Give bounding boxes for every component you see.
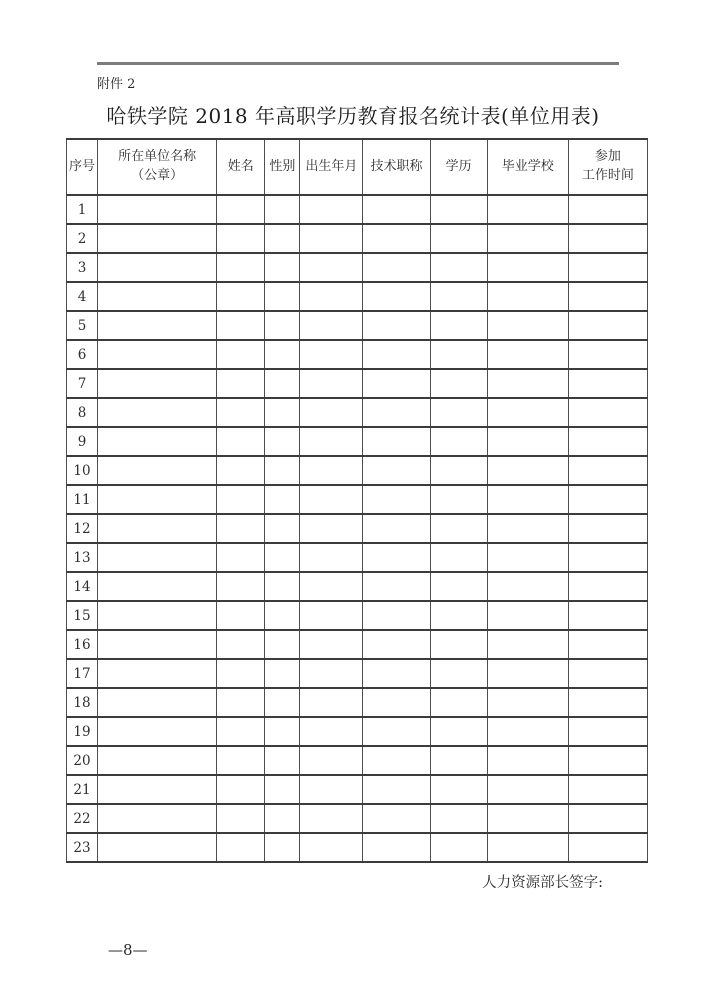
row-number: 4 (67, 282, 98, 311)
empty-cell-xueli (430, 514, 487, 543)
empty-cell-danwei (98, 282, 217, 311)
row-number: 7 (67, 369, 98, 398)
empty-cell-xingbie (265, 224, 300, 253)
col-header-xueli: 学历 (430, 139, 487, 195)
empty-cell-gongzuo (568, 282, 647, 311)
empty-cell-xueli (430, 572, 487, 601)
empty-cell-gongzuo (568, 253, 647, 282)
empty-cell-xuexiao (487, 543, 568, 572)
col-header-danwei: 所在单位名称 （公章） (98, 139, 217, 195)
empty-cell-danwei (98, 775, 217, 804)
row-number: 8 (67, 398, 98, 427)
empty-cell-chusheng (300, 456, 363, 485)
table-row (67, 688, 648, 717)
empty-cell-xingming (217, 601, 265, 630)
attachment-label: 附件 2 (97, 77, 136, 92)
empty-cell-xueli (430, 833, 487, 862)
table-row (67, 398, 648, 427)
empty-cell-gongzuo (568, 659, 647, 688)
empty-cell-xingming (217, 485, 265, 514)
empty-cell-gongzuo (568, 717, 647, 746)
empty-cell-xueli (430, 659, 487, 688)
row-number: 10 (67, 456, 98, 485)
empty-cell-gongzuo (568, 543, 647, 572)
page-number: —8— (108, 941, 148, 959)
table-row (67, 311, 648, 340)
empty-cell-danwei (98, 833, 217, 862)
empty-cell-xingming (217, 717, 265, 746)
empty-cell-gongzuo (568, 601, 647, 630)
empty-cell-zhicheng (363, 601, 430, 630)
empty-cell-gongzuo (568, 775, 647, 804)
empty-cell-zhicheng (363, 282, 430, 311)
row-number: 20 (67, 746, 98, 775)
empty-cell-xuexiao (487, 253, 568, 282)
empty-cell-xingming (217, 543, 265, 572)
table-row (67, 746, 648, 775)
empty-cell-zhicheng (363, 804, 430, 833)
empty-cell-gongzuo (568, 369, 647, 398)
empty-cell-xueli (430, 340, 487, 369)
empty-cell-xueli (430, 369, 487, 398)
empty-cell-xuexiao (487, 601, 568, 630)
empty-cell-gongzuo (568, 630, 647, 659)
empty-cell-xueli (430, 253, 487, 282)
empty-cell-xingbie (265, 456, 300, 485)
empty-cell-zhicheng (363, 688, 430, 717)
empty-cell-xingming (217, 659, 265, 688)
empty-cell-xingbie (265, 833, 300, 862)
row-number: 1 (67, 195, 98, 224)
table-row (67, 775, 648, 804)
empty-cell-xuexiao (487, 369, 568, 398)
empty-cell-xingming (217, 195, 265, 224)
empty-cell-xueli (430, 775, 487, 804)
empty-cell-danwei (98, 340, 217, 369)
empty-cell-xingming (217, 775, 265, 804)
empty-cell-danwei (98, 717, 217, 746)
empty-cell-xuexiao (487, 398, 568, 427)
empty-cell-xuexiao (487, 572, 568, 601)
empty-cell-xingbie (265, 717, 300, 746)
empty-cell-chusheng (300, 282, 363, 311)
empty-cell-danwei (98, 253, 217, 282)
row-number: 2 (67, 224, 98, 253)
empty-cell-danwei (98, 804, 217, 833)
empty-cell-gongzuo (568, 398, 647, 427)
empty-cell-danwei (98, 514, 217, 543)
empty-cell-danwei (98, 369, 217, 398)
table-row (67, 195, 648, 224)
empty-cell-xueli (430, 282, 487, 311)
empty-cell-xingbie (265, 398, 300, 427)
empty-cell-xingming (217, 311, 265, 340)
col-header-chusheng: 出生年月 (300, 139, 363, 195)
empty-cell-danwei (98, 688, 217, 717)
empty-cell-chusheng (300, 369, 363, 398)
row-number: 15 (67, 601, 98, 630)
empty-cell-gongzuo (568, 311, 647, 340)
table-row (67, 253, 648, 282)
table-row (67, 717, 648, 746)
page-title: 哈铁学院 2018 年高职学历教育报名统计表(单位用表) (106, 104, 600, 128)
row-number: 19 (67, 717, 98, 746)
row-number: 12 (67, 514, 98, 543)
empty-cell-zhicheng (363, 427, 430, 456)
empty-cell-xuexiao (487, 340, 568, 369)
empty-cell-danwei (98, 746, 217, 775)
empty-cell-xingming (217, 688, 265, 717)
empty-cell-zhicheng (363, 340, 430, 369)
empty-cell-xuexiao (487, 282, 568, 311)
table-row (67, 456, 648, 485)
empty-cell-zhicheng (363, 775, 430, 804)
empty-cell-gongzuo (568, 688, 647, 717)
table-row (67, 282, 648, 311)
empty-cell-chusheng (300, 195, 363, 224)
empty-cell-xingbie (265, 340, 300, 369)
table-row (67, 630, 648, 659)
empty-cell-xingming (217, 427, 265, 456)
empty-cell-danwei (98, 601, 217, 630)
row-number: 23 (67, 833, 98, 862)
table-row (67, 543, 648, 572)
empty-cell-xingming (217, 398, 265, 427)
empty-cell-xingbie (265, 514, 300, 543)
empty-cell-chusheng (300, 688, 363, 717)
empty-cell-xuexiao (487, 485, 568, 514)
row-number: 18 (67, 688, 98, 717)
table-row (67, 224, 648, 253)
table-row (67, 833, 648, 862)
empty-cell-danwei (98, 456, 217, 485)
table-row (67, 427, 648, 456)
empty-cell-xingbie (265, 572, 300, 601)
empty-cell-xuexiao (487, 514, 568, 543)
empty-cell-xingbie (265, 369, 300, 398)
empty-cell-xueli (430, 630, 487, 659)
col-header-gongzuo: 参加 工作时间 (568, 139, 647, 195)
empty-cell-danwei (98, 311, 217, 340)
empty-cell-chusheng (300, 659, 363, 688)
table-row (67, 572, 648, 601)
empty-cell-zhicheng (363, 311, 430, 340)
empty-cell-gongzuo (568, 572, 647, 601)
empty-cell-xingbie (265, 543, 300, 572)
empty-cell-xingming (217, 224, 265, 253)
row-number: 13 (67, 543, 98, 572)
empty-cell-xingming (217, 340, 265, 369)
col-header-xingming: 姓名 (217, 139, 265, 195)
empty-cell-xingbie (265, 630, 300, 659)
empty-cell-xueli (430, 456, 487, 485)
empty-cell-xueli (430, 195, 487, 224)
empty-cell-xingbie (265, 746, 300, 775)
empty-cell-zhicheng (363, 398, 430, 427)
empty-cell-gongzuo (568, 485, 647, 514)
empty-cell-xingbie (265, 282, 300, 311)
empty-cell-xingbie (265, 601, 300, 630)
empty-cell-zhicheng (363, 543, 430, 572)
empty-cell-danwei (98, 572, 217, 601)
empty-cell-xueli (430, 688, 487, 717)
empty-cell-chusheng (300, 340, 363, 369)
empty-cell-xueli (430, 311, 487, 340)
empty-cell-zhicheng (363, 369, 430, 398)
row-number: 22 (67, 804, 98, 833)
empty-cell-chusheng (300, 601, 363, 630)
empty-cell-xueli (430, 427, 487, 456)
row-number: 6 (67, 340, 98, 369)
registration-table (66, 138, 648, 863)
empty-cell-chusheng (300, 514, 363, 543)
empty-cell-danwei (98, 398, 217, 427)
col-header-xingbie: 性别 (265, 139, 300, 195)
table-row (67, 514, 648, 543)
row-number: 14 (67, 572, 98, 601)
empty-cell-xuexiao (487, 688, 568, 717)
empty-cell-xueli (430, 746, 487, 775)
empty-cell-zhicheng (363, 717, 430, 746)
empty-cell-chusheng (300, 253, 363, 282)
row-number: 16 (67, 630, 98, 659)
empty-cell-zhicheng (363, 253, 430, 282)
empty-cell-danwei (98, 195, 217, 224)
row-number: 9 (67, 427, 98, 456)
empty-cell-xuexiao (487, 195, 568, 224)
empty-cell-gongzuo (568, 746, 647, 775)
empty-cell-danwei (98, 427, 217, 456)
empty-cell-xuexiao (487, 311, 568, 340)
empty-cell-xueli (430, 804, 487, 833)
empty-cell-xingming (217, 746, 265, 775)
empty-cell-chusheng (300, 775, 363, 804)
empty-cell-xingming (217, 572, 265, 601)
empty-cell-gongzuo (568, 804, 647, 833)
empty-cell-xingbie (265, 195, 300, 224)
table-row (67, 485, 648, 514)
empty-cell-xingbie (265, 485, 300, 514)
empty-cell-gongzuo (568, 833, 647, 862)
empty-cell-xuexiao (487, 717, 568, 746)
empty-cell-chusheng (300, 543, 363, 572)
empty-cell-xuexiao (487, 804, 568, 833)
empty-cell-xuexiao (487, 427, 568, 456)
empty-cell-danwei (98, 224, 217, 253)
empty-cell-zhicheng (363, 833, 430, 862)
row-number: 5 (67, 311, 98, 340)
empty-cell-xuexiao (487, 775, 568, 804)
empty-cell-danwei (98, 659, 217, 688)
empty-cell-xingbie (265, 659, 300, 688)
empty-cell-xingming (217, 804, 265, 833)
empty-cell-zhicheng (363, 746, 430, 775)
empty-cell-xingbie (265, 427, 300, 456)
empty-cell-xingbie (265, 688, 300, 717)
empty-cell-xueli (430, 717, 487, 746)
empty-cell-xuexiao (487, 224, 568, 253)
empty-cell-zhicheng (363, 630, 430, 659)
empty-cell-zhicheng (363, 195, 430, 224)
empty-cell-xingming (217, 282, 265, 311)
col-header-xuhao: 序号 (67, 139, 98, 195)
empty-cell-xingming (217, 456, 265, 485)
empty-cell-danwei (98, 630, 217, 659)
table-row (67, 659, 648, 688)
empty-cell-xingming (217, 369, 265, 398)
empty-cell-xingbie (265, 775, 300, 804)
empty-cell-xueli (430, 485, 487, 514)
empty-cell-xueli (430, 398, 487, 427)
empty-cell-xingming (217, 514, 265, 543)
empty-cell-gongzuo (568, 224, 647, 253)
table-row (67, 804, 648, 833)
empty-cell-zhicheng (363, 224, 430, 253)
empty-cell-xingming (217, 253, 265, 282)
empty-cell-zhicheng (363, 456, 430, 485)
empty-cell-xuexiao (487, 630, 568, 659)
col-header-xuexiao: 毕业学校 (487, 139, 568, 195)
empty-cell-xueli (430, 601, 487, 630)
empty-cell-xingbie (265, 804, 300, 833)
empty-cell-chusheng (300, 398, 363, 427)
empty-cell-xuexiao (487, 456, 568, 485)
empty-cell-chusheng (300, 485, 363, 514)
col-header-zhicheng: 技术职称 (363, 139, 430, 195)
empty-cell-gongzuo (568, 195, 647, 224)
empty-cell-zhicheng (363, 659, 430, 688)
empty-cell-gongzuo (568, 427, 647, 456)
empty-cell-danwei (98, 543, 217, 572)
empty-cell-zhicheng (363, 514, 430, 543)
header-rule (97, 62, 619, 65)
empty-cell-chusheng (300, 427, 363, 456)
empty-cell-gongzuo (568, 456, 647, 485)
table-row (67, 601, 648, 630)
signature-label: 人力资源部长签字: (482, 875, 603, 891)
empty-cell-chusheng (300, 717, 363, 746)
empty-cell-chusheng (300, 746, 363, 775)
empty-cell-chusheng (300, 224, 363, 253)
empty-cell-xingming (217, 630, 265, 659)
table-header-row (67, 139, 648, 195)
empty-cell-chusheng (300, 833, 363, 862)
row-number: 21 (67, 775, 98, 804)
empty-cell-xingbie (265, 311, 300, 340)
empty-cell-chusheng (300, 311, 363, 340)
row-number: 11 (67, 485, 98, 514)
empty-cell-chusheng (300, 572, 363, 601)
empty-cell-chusheng (300, 630, 363, 659)
empty-cell-zhicheng (363, 572, 430, 601)
row-number: 3 (67, 253, 98, 282)
empty-cell-danwei (98, 485, 217, 514)
empty-cell-xueli (430, 543, 487, 572)
table-row (67, 340, 648, 369)
empty-cell-gongzuo (568, 340, 647, 369)
empty-cell-xingbie (265, 253, 300, 282)
empty-cell-xueli (430, 224, 487, 253)
empty-cell-xuexiao (487, 833, 568, 862)
empty-cell-xuexiao (487, 659, 568, 688)
empty-cell-zhicheng (363, 485, 430, 514)
empty-cell-chusheng (300, 804, 363, 833)
empty-cell-gongzuo (568, 514, 647, 543)
table-row (67, 369, 648, 398)
row-number: 17 (67, 659, 98, 688)
empty-cell-xuexiao (487, 746, 568, 775)
empty-cell-xingming (217, 833, 265, 862)
